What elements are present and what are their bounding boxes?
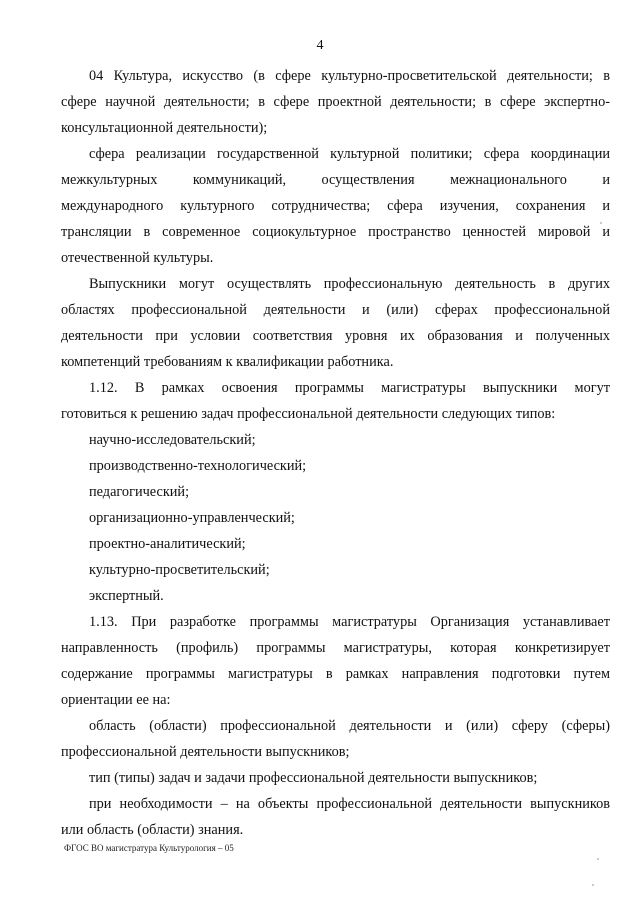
list-item: культурно-просветительский;	[89, 562, 270, 578]
text-line: деятельности при условии соответствия уровня их образования и полученных	[61, 328, 610, 344]
text-line: область (области) профессиональной деятельности и (или) сферу (сферы)	[89, 718, 610, 734]
text-line: 1.13. При разработке программы магистратуры Организация устанавливает	[89, 614, 610, 630]
text-line: при необходимости – на объекты профессиональной деятельности выпускников	[89, 796, 610, 812]
text-line: трансляции в современное социокультурное пространство ценностей мировой и	[61, 224, 610, 240]
text-line: отечественной культуры.	[61, 250, 214, 266]
text-line: областях профессиональной деятельности и (или) сферах профессиональной	[61, 302, 610, 318]
paragraph-focus-objects	[61, 791, 610, 843]
scan-speck	[592, 884, 594, 886]
paragraph-graduates	[61, 271, 610, 375]
page-number: 4	[316, 38, 324, 53]
text-line: Выпускники могут осуществлять профессиональную деятельность в других	[89, 276, 610, 292]
text-line: тип (типы) задач и задачи профессиональной деятельности выпускников;	[89, 770, 538, 786]
text-line: или область (области) знания.	[61, 822, 244, 838]
paragraph-state-policy	[61, 141, 610, 271]
document-footer: ФГОС ВО магистратура Культурология – 05	[64, 843, 234, 853]
paragraph-focus-tasks	[89, 765, 610, 791]
list-item: проектно-аналитический;	[89, 536, 246, 552]
paragraph-focus-area	[61, 713, 610, 765]
text-line: межкультурных коммуникаций, осуществления межнационального и	[61, 172, 610, 188]
text-line: сфера реализации государственной культурной политики; сфера координации	[89, 146, 610, 162]
activity-types-list	[89, 427, 610, 609]
text-line: 1.12. В рамках освоения программы магистратуры выпускники могут	[89, 380, 610, 396]
list-item: производственно-технологический;	[89, 458, 307, 474]
text-line: профессиональной деятельности выпускников;	[61, 744, 350, 760]
text-line: 04 Культура, искусство (в сфере культурно-просветительской деятельности; в	[89, 68, 610, 84]
text-line: компетенций требованиям к квалификации работника.	[61, 354, 394, 370]
document-body	[61, 63, 610, 843]
scan-speck	[597, 858, 599, 860]
text-line: направленность (профиль) программы магистратуры, которая конкретизирует	[61, 640, 610, 656]
paragraph-1-13	[61, 609, 610, 713]
list-item: организационно-управленческий;	[89, 510, 295, 526]
paragraph-culture-sphere	[61, 63, 610, 141]
text-line: готовиться к решению задач профессиональной деятельности следующих типов:	[61, 406, 556, 422]
list-item: научно-исследовательский;	[89, 432, 256, 448]
text-line: содержание программы магистратуры в рамках направления подготовки путем	[61, 666, 610, 682]
list-item: экспертный.	[89, 588, 164, 604]
list-item: педагогический;	[89, 484, 190, 500]
text-line: международного культурного сотрудничества; сфера изучения, сохранения и	[61, 198, 610, 214]
text-line: сфере научной деятельности; в сфере проектной деятельности; в сфере экспертно-	[61, 94, 610, 110]
text-line: консультационной деятельности);	[61, 120, 268, 136]
text-line: ориентации ее на:	[61, 692, 171, 708]
scan-speck	[600, 222, 602, 224]
paragraph-1-12	[61, 375, 610, 427]
